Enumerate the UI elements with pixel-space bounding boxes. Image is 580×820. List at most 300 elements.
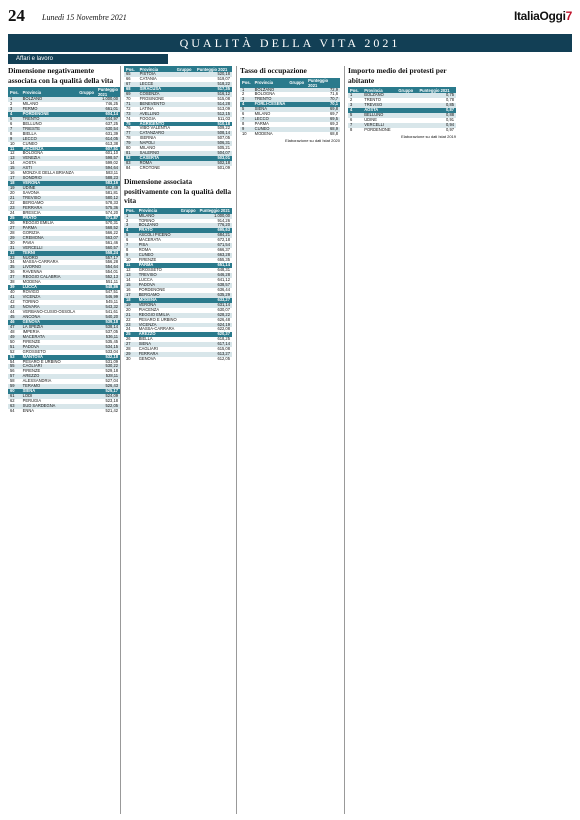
table-cell: 46 bbox=[8, 320, 21, 325]
table-cell: PARMA bbox=[21, 226, 78, 231]
table-cell: FROSINONE bbox=[139, 96, 164, 101]
table-cell: 6 bbox=[126, 238, 129, 243]
table-cell: 1 bbox=[124, 214, 137, 219]
table-cell: TRENTO bbox=[364, 97, 381, 102]
table-cell: LODI bbox=[21, 394, 78, 399]
table-cell: MODENA bbox=[254, 132, 273, 137]
table-cell: 1.000,00 bbox=[198, 214, 232, 219]
table-cell: 7 bbox=[240, 117, 253, 122]
table-cell: 556,28 bbox=[105, 260, 119, 265]
table-cell: 20 bbox=[10, 191, 15, 196]
table-cell: 571,87 bbox=[96, 216, 120, 221]
table-cell: 71 bbox=[124, 102, 138, 107]
table-cell: 655,35 bbox=[217, 258, 230, 263]
table-cell: 661,01 bbox=[96, 107, 120, 112]
table-cell: CUNEO bbox=[137, 253, 179, 258]
table-cell: 5 bbox=[8, 117, 21, 122]
table-cell: 0,94 bbox=[417, 123, 456, 128]
table-cell: 45 bbox=[8, 315, 21, 320]
table-cell: 513,09 bbox=[217, 106, 230, 111]
table-cell: BOLOGNA bbox=[254, 92, 275, 97]
table-cell: CREMONA bbox=[21, 236, 78, 241]
table-cell: 83 bbox=[124, 161, 138, 166]
table-cell: 598,57 bbox=[96, 156, 120, 161]
table-cell: 613,27 bbox=[198, 352, 232, 357]
table-cell: 628,22 bbox=[198, 313, 232, 318]
table-cell: 518,22 bbox=[195, 82, 232, 87]
table-cell: 36 bbox=[10, 270, 15, 275]
table-cell: LATINA bbox=[139, 106, 154, 111]
column-header: Pos. bbox=[124, 208, 137, 214]
table-cell: NUORO bbox=[21, 256, 78, 261]
table-cell: 541,61 bbox=[105, 309, 119, 314]
table-cell: BIELLA bbox=[22, 131, 37, 136]
table-cell: 635,29 bbox=[198, 293, 232, 298]
table-cell: 604,14 bbox=[96, 112, 120, 117]
column-header: Punteggio 2021 bbox=[98, 87, 119, 97]
table-cell: 560,57 bbox=[96, 246, 120, 251]
table-cell: 528,11 bbox=[96, 374, 120, 379]
table-cell: 536,11 bbox=[96, 335, 120, 340]
table-cell: VERONA bbox=[137, 303, 179, 308]
table-cell: 39 bbox=[8, 285, 21, 290]
table-cell: 16 bbox=[126, 287, 131, 292]
table-cell: PERUGIA bbox=[22, 399, 42, 404]
table-cell: 548,86 bbox=[96, 285, 120, 290]
table-cell: MILANO bbox=[254, 112, 271, 117]
publication-logo: ItaliaOggi7 bbox=[513, 9, 572, 23]
table-cell: 43 bbox=[8, 305, 21, 310]
table-cell: 529,18 bbox=[105, 369, 119, 374]
table-cell: BENEVENTO bbox=[138, 102, 175, 107]
table-cell: 1 bbox=[8, 97, 21, 102]
table-cell: 70 bbox=[126, 96, 131, 101]
table-cell: 13 bbox=[124, 273, 137, 278]
table-cell: TERNI bbox=[21, 251, 78, 256]
table-cell: 33 bbox=[8, 256, 21, 261]
table-cell: REGGIO EMILIA bbox=[137, 313, 179, 318]
table-cell: 638,57 bbox=[198, 283, 232, 288]
table-cell: 631,39 bbox=[105, 131, 119, 136]
table-cell: LUCCA bbox=[21, 285, 78, 290]
table-cell: 914,26 bbox=[217, 218, 230, 223]
table-cell: 618,25 bbox=[217, 337, 230, 342]
table-cell: ROVIGO bbox=[22, 290, 40, 295]
table-cell: 53 bbox=[8, 355, 21, 360]
table-cell: 35 bbox=[8, 265, 21, 270]
table-cell: 672,18 bbox=[217, 238, 230, 243]
table-cell: 631,14 bbox=[198, 303, 232, 308]
table-cell: 599,02 bbox=[105, 161, 119, 166]
table-cell: 0,75 bbox=[417, 93, 456, 98]
table-cell: MACERATA bbox=[21, 335, 78, 340]
table-cell: 524,09 bbox=[96, 394, 120, 399]
table-cell: 543,32 bbox=[96, 305, 120, 310]
table-cell: BOLZANO bbox=[137, 223, 179, 228]
table-row bbox=[348, 128, 456, 133]
table-cell: 626,48 bbox=[217, 317, 230, 322]
table-cell: 509,22 bbox=[217, 126, 230, 131]
column-header: Punteggio 2021 bbox=[306, 78, 340, 88]
table-cell: 19 bbox=[8, 186, 21, 191]
table-cell: BOLZANO bbox=[362, 93, 396, 98]
table-cell: 539,18 bbox=[96, 320, 120, 325]
table-cell: AOSTA bbox=[22, 161, 37, 166]
table-cell: 78 bbox=[126, 136, 131, 141]
table-cell: AREZZO bbox=[21, 374, 78, 379]
table-cell: PORDENONE bbox=[364, 127, 391, 132]
table-cell bbox=[77, 409, 96, 414]
table-cell: 25 bbox=[124, 332, 137, 337]
table-cell: 72,9 bbox=[306, 88, 340, 93]
table-cell: 594,64 bbox=[96, 166, 120, 171]
table-cell: 18 bbox=[124, 298, 137, 303]
table-cell: 503,01 bbox=[195, 156, 232, 161]
table-cell: LECCE bbox=[138, 82, 175, 87]
table-cell: ASCOLI PICENO bbox=[137, 233, 179, 238]
table-cell: FORLÌ-CESENA bbox=[254, 102, 286, 107]
column-header: Pos. bbox=[348, 87, 362, 93]
table-cell: 14 bbox=[126, 277, 131, 282]
table-cell: 38 bbox=[10, 280, 15, 285]
table-cell: GENOVA bbox=[21, 320, 78, 325]
table-cell: REGGIO EMILIA bbox=[22, 220, 54, 225]
table-cell: FIRENZE bbox=[138, 258, 157, 263]
page-header bbox=[8, 6, 572, 32]
table-cell: 24 bbox=[126, 327, 131, 332]
table-cell: 2 bbox=[350, 97, 353, 102]
source-note: Elaborazione su dati Istat 2020 bbox=[285, 138, 340, 144]
table-cell: FERRARA bbox=[21, 206, 78, 211]
table-cell: 29 bbox=[8, 236, 21, 241]
table-cell: 29 bbox=[124, 352, 137, 357]
table-cell: 1 bbox=[348, 93, 362, 98]
table-cell: 776,20 bbox=[198, 223, 232, 228]
table-cell: AVELLINO bbox=[138, 112, 175, 117]
table-cell: 3 bbox=[8, 107, 21, 112]
table-cell: 5 bbox=[240, 107, 253, 112]
table-cell: 2 bbox=[126, 218, 129, 223]
table-cell: 10 bbox=[126, 258, 131, 263]
table-cell: 663,28 bbox=[198, 253, 232, 258]
table-cell: 68,8 bbox=[330, 132, 338, 137]
table-cell: 7 bbox=[348, 123, 362, 128]
ranking-table bbox=[124, 66, 232, 171]
table-cell: 0,97 bbox=[446, 127, 454, 132]
table-cell: 502,18 bbox=[195, 161, 232, 166]
table-cell: REGGIO CALABRIA bbox=[21, 275, 78, 280]
table-cell: VICENZA bbox=[21, 295, 78, 300]
table-cell: 523,18 bbox=[105, 399, 119, 404]
table-cell: RAVENNA bbox=[22, 270, 43, 275]
table-cell: 622,08 bbox=[217, 327, 230, 332]
table-cell: 22 bbox=[126, 317, 131, 322]
table-cell: 557,17 bbox=[96, 256, 120, 261]
table-cell: 526,43 bbox=[96, 384, 120, 389]
table-cell: BOLZANO bbox=[253, 88, 288, 93]
table-cell: 5 bbox=[348, 113, 362, 118]
table-cell: CAGLIARI bbox=[138, 347, 158, 352]
column-header: Provincia bbox=[362, 87, 396, 93]
table-cell: PORDENONE bbox=[138, 287, 166, 292]
table-cell: PAVIA bbox=[22, 240, 35, 245]
table-cell: 637,25 bbox=[105, 121, 119, 126]
table-cell: 538,14 bbox=[96, 325, 120, 330]
table-cell: GORIZIA bbox=[22, 230, 40, 235]
table-cell: SAVONA bbox=[22, 191, 40, 196]
table-cell: TREVISO bbox=[362, 103, 396, 108]
table-cell: 540,20 bbox=[96, 315, 120, 320]
table-cell: AREZZO bbox=[137, 332, 179, 337]
table-cell: VICENZA bbox=[137, 323, 179, 328]
table-cell: 10 bbox=[242, 132, 247, 137]
column-header: Punteggio 2021 bbox=[198, 208, 232, 214]
table-cell: 72 bbox=[126, 106, 131, 111]
table-cell: 57 bbox=[8, 374, 21, 379]
table-cell: ASTI bbox=[21, 166, 78, 171]
table-cell: 613,38 bbox=[105, 141, 119, 146]
table-cell: 1.000,00 bbox=[96, 97, 120, 102]
table-cell: 54 bbox=[10, 359, 15, 364]
table-cell: 551,11 bbox=[105, 280, 119, 285]
table-cell: TORINO bbox=[22, 300, 39, 305]
table-cell: BOLOGNA bbox=[22, 151, 43, 156]
table-cell: LECCO bbox=[253, 117, 288, 122]
table-cell: 644,97 bbox=[96, 117, 120, 122]
table-cell: BELLUNO bbox=[362, 113, 396, 118]
table-cell: 511,03 bbox=[217, 116, 230, 121]
table-cell: 558,24 bbox=[96, 251, 120, 256]
table-cell: 68 bbox=[124, 87, 138, 92]
table-cell: 84 bbox=[126, 166, 131, 171]
table-cell: 23 bbox=[124, 323, 137, 328]
table-cell: MODENA bbox=[137, 298, 179, 303]
table-cell: 31 bbox=[8, 246, 21, 251]
table-cell: 63 bbox=[8, 404, 21, 409]
table-cell: PIACENZA bbox=[21, 147, 78, 152]
table-cell: 512,15 bbox=[195, 112, 232, 117]
table-cell: 69,7 bbox=[330, 112, 338, 117]
table-row bbox=[240, 132, 340, 137]
table-cell: 535,45 bbox=[105, 339, 119, 344]
table-cell: 44 bbox=[10, 309, 15, 314]
section-tag: Affari e lavoro bbox=[8, 54, 168, 64]
table-cell: 501,09 bbox=[217, 166, 230, 171]
table-cell: 49 bbox=[8, 335, 21, 340]
table-cell: SIRACUSA bbox=[138, 87, 175, 92]
table-cell: 10 bbox=[10, 141, 15, 146]
page-number: 24 bbox=[8, 6, 25, 25]
table-cell: 630,54 bbox=[96, 127, 120, 132]
table-cell: 40 bbox=[10, 290, 15, 295]
table-cell: 34 bbox=[10, 260, 15, 265]
table-cell: PESARO E URBINO bbox=[138, 317, 177, 322]
table-cell: 570,31 bbox=[105, 220, 119, 225]
table-cell: 27 bbox=[124, 342, 137, 347]
column-header: Gruppo bbox=[175, 66, 195, 72]
table-cell: SIENA bbox=[21, 389, 78, 394]
table-cell: ALESSANDRIA bbox=[22, 379, 52, 384]
table-cell: 620,37 bbox=[198, 332, 232, 337]
table-cell: IMPERIA bbox=[22, 329, 40, 334]
table-cell: CASERTA bbox=[138, 156, 175, 161]
column-header: Gruppo bbox=[179, 208, 198, 214]
column-4 bbox=[348, 66, 456, 139]
table-cell: 568,52 bbox=[96, 226, 120, 231]
table-cell: 9 bbox=[8, 137, 21, 142]
table-cell: PISTOIA bbox=[138, 72, 175, 77]
table-cell: TRENTO bbox=[21, 117, 78, 122]
table-cell: 546,99 bbox=[96, 295, 120, 300]
table-cell: SIENA bbox=[253, 107, 288, 112]
table-cell: 537,05 bbox=[105, 329, 119, 334]
table-cell: GENOVA bbox=[138, 357, 156, 362]
table-row bbox=[124, 357, 232, 362]
table-cell: BRESCIA bbox=[22, 210, 41, 215]
table-cell: 69 bbox=[124, 92, 138, 97]
table-cell: SIENA bbox=[137, 342, 179, 347]
table-title: Dimensione associata positivamente con la qualità della vita bbox=[124, 177, 232, 206]
table-cell: TERAMO bbox=[21, 384, 78, 389]
table-cell: 22 bbox=[10, 201, 15, 206]
table-cell: 561,46 bbox=[105, 240, 119, 245]
table-cell: 76 bbox=[126, 126, 131, 131]
column-header: Pos. bbox=[124, 66, 138, 72]
table-cell: 522,05 bbox=[96, 404, 120, 409]
table-cell: 566,22 bbox=[105, 230, 119, 235]
table-cell: 515,08 bbox=[217, 96, 230, 101]
column-1 bbox=[8, 66, 119, 414]
table-cell: 614,05 bbox=[96, 137, 120, 142]
table-cell: 651,14 bbox=[198, 263, 232, 268]
table-cell: PADOVA bbox=[21, 345, 78, 350]
table-cell: FIRENZE bbox=[22, 369, 41, 374]
table-cell: 574,20 bbox=[105, 210, 119, 215]
table-cell: 583,16 bbox=[96, 181, 120, 186]
table-cell: GROSSETO bbox=[138, 268, 162, 273]
table-cell: 69,3 bbox=[330, 122, 338, 127]
table-cell: 30 bbox=[10, 240, 15, 245]
table-cell bbox=[179, 357, 198, 362]
table-cell: CUNEO bbox=[22, 141, 38, 146]
table-cell: 27 bbox=[8, 226, 21, 231]
table-cell: 530,22 bbox=[96, 364, 120, 369]
table-cell: 547,51 bbox=[105, 290, 119, 295]
table-cell: 4 bbox=[240, 102, 253, 107]
table-cell: 80 bbox=[126, 146, 131, 151]
table-cell: CATANZARO bbox=[138, 131, 175, 136]
table-cell: 9 bbox=[124, 253, 137, 258]
table-cell: 554,01 bbox=[105, 270, 119, 275]
table-cell: 641,12 bbox=[217, 277, 230, 282]
table-cell: ROMA bbox=[138, 161, 175, 166]
table-cell: 17 bbox=[124, 293, 137, 298]
table-cell: 581,81 bbox=[105, 191, 119, 196]
table-cell: 533,04 bbox=[105, 349, 119, 354]
table-cell: 8 bbox=[350, 127, 353, 132]
table-cell: LUCCA bbox=[138, 277, 153, 282]
table-cell: 66 bbox=[126, 76, 131, 81]
table-cell: 6 bbox=[10, 121, 13, 126]
table-cell: 9 bbox=[240, 127, 253, 132]
table-cell: ROMA bbox=[138, 248, 151, 253]
table-cell: 508,14 bbox=[195, 131, 232, 136]
table-cell: 82 bbox=[124, 156, 138, 161]
table-cell: 15 bbox=[124, 283, 137, 288]
table-cell: 607,51 bbox=[96, 147, 120, 152]
table-cell: SONDRIO bbox=[21, 176, 78, 181]
table-cell: 0,88 bbox=[417, 113, 456, 118]
column-header: Pos. bbox=[8, 87, 21, 97]
ranking-table bbox=[240, 78, 340, 138]
table-cell: 69,5 bbox=[306, 117, 340, 122]
column-header: Pos. bbox=[240, 78, 253, 88]
table-cell: 506,31 bbox=[195, 141, 232, 146]
table-cell: MACERATA bbox=[138, 238, 161, 243]
ranking-table bbox=[8, 87, 120, 414]
table-cell: 69,8 bbox=[306, 107, 340, 112]
column-header: Provincia bbox=[253, 78, 288, 88]
table-cell: 504,07 bbox=[195, 151, 232, 156]
table-cell: ANCONA bbox=[21, 315, 78, 320]
column-header: Gruppo bbox=[287, 78, 306, 88]
table-cell: 62 bbox=[10, 399, 15, 404]
table-cell: 64 bbox=[10, 409, 15, 414]
table-cell: 50 bbox=[10, 339, 15, 344]
table-cell: PARMA bbox=[137, 263, 179, 268]
table-cell: 7 bbox=[124, 243, 137, 248]
table-cell: BIELLA bbox=[138, 337, 153, 342]
table-cell: 517,35 bbox=[195, 87, 232, 92]
table-cell: PRATO bbox=[21, 216, 78, 221]
table-cell: 48 bbox=[10, 329, 15, 334]
table-cell: 624,19 bbox=[198, 323, 232, 328]
table-cell: 19 bbox=[124, 303, 137, 308]
table-cell: PISA bbox=[137, 243, 179, 248]
table-cell: 37 bbox=[8, 275, 21, 280]
table-cell: FOGGIA bbox=[139, 116, 156, 121]
table-cell: 2 bbox=[10, 101, 13, 106]
table-cell: 32 bbox=[8, 251, 21, 256]
table-cell: 60 bbox=[8, 389, 21, 394]
table-cell: 695,63 bbox=[198, 228, 232, 233]
table-cell: MANTOVA bbox=[21, 355, 78, 360]
table-cell: 582,49 bbox=[96, 186, 120, 191]
table-cell: TRIESTE bbox=[21, 127, 78, 132]
table-cell: 30 bbox=[126, 357, 131, 362]
table-cell bbox=[287, 132, 306, 137]
table-cell: 70,1 bbox=[306, 102, 340, 107]
table-cell: 534,15 bbox=[96, 345, 120, 350]
table-cell: 525,17 bbox=[96, 389, 120, 394]
table-cell: 580,12 bbox=[96, 196, 120, 201]
table-title: Dimensione negativamente associata con la qualità della vita bbox=[8, 66, 114, 85]
table-cell: 630,07 bbox=[217, 307, 230, 312]
table-cell: 5 bbox=[124, 233, 137, 238]
table-cell: LIVORNO bbox=[21, 265, 78, 270]
table-cell: 28 bbox=[10, 230, 15, 235]
table-cell: 11 bbox=[8, 147, 21, 152]
table-cell: 671,54 bbox=[198, 243, 232, 248]
table-cell: 8 bbox=[126, 248, 129, 253]
table-cell: 746,25 bbox=[105, 101, 119, 106]
table-cell: 514,28 bbox=[195, 102, 232, 107]
table-cell: TORINO bbox=[138, 218, 155, 223]
column-header: Provincia bbox=[138, 66, 175, 72]
table-cell: UDINE bbox=[364, 117, 377, 122]
table-cell: CATANIA bbox=[139, 76, 157, 81]
table-cell: 3 bbox=[348, 103, 362, 108]
